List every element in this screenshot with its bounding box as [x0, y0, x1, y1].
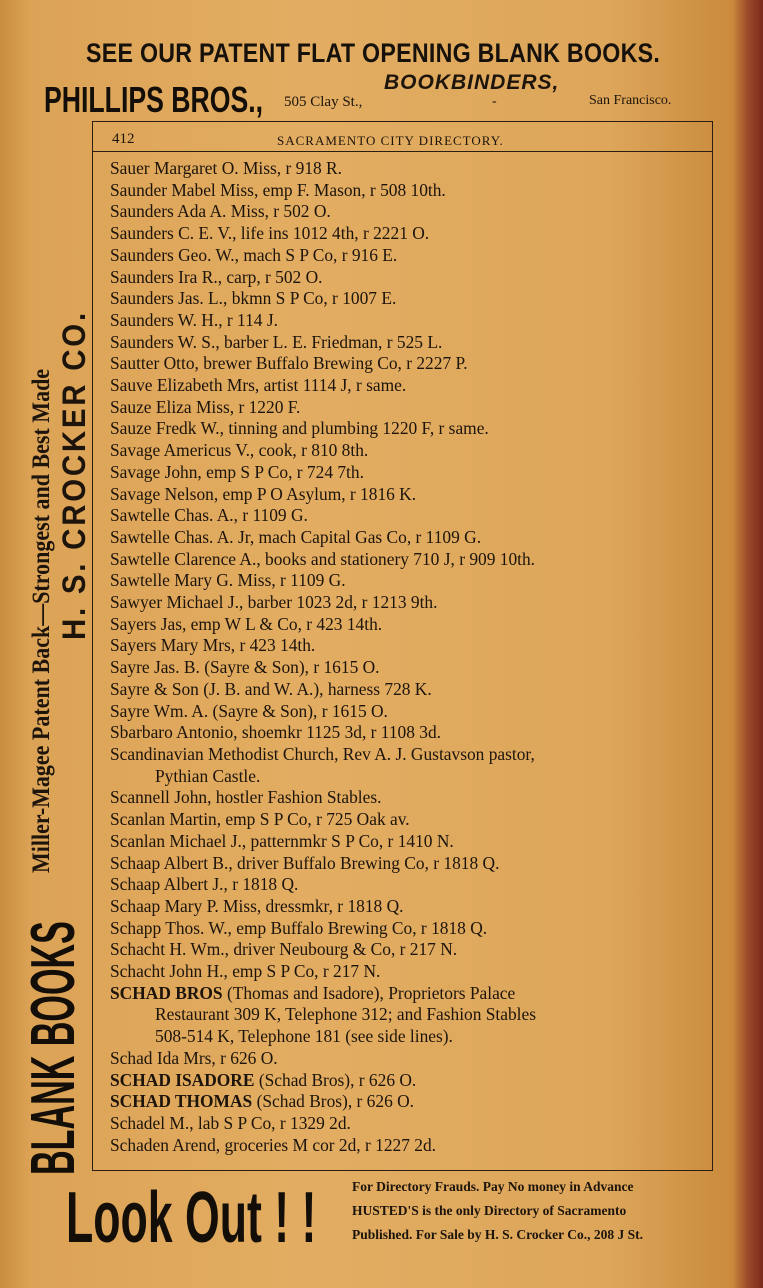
entry-text: Scanlan Michael J., patternmkr S P Co, r 1410 N.	[110, 830, 454, 851]
directory-entry	[110, 1113, 710, 1135]
entry-text: Sauer Margaret O. Miss, r 918 R.	[110, 158, 343, 178]
directory-entry	[110, 484, 710, 506]
side-blank-books: BLANK BOOKS	[19, 921, 88, 1175]
entry-text: (Schad Bros), r 626 O.	[254, 1069, 417, 1090]
directory-entry	[110, 180, 710, 202]
entry-text: Savage Nelson, emp P O Asylum, r 1816 K.	[110, 483, 417, 504]
directory-entry	[110, 549, 710, 571]
entry-text: Saunders Ada A. Miss, r 502 O.	[110, 201, 331, 222]
running-title: SACRAMENTO CITY DIRECTORY.	[277, 133, 504, 148]
directory-entry	[110, 918, 710, 940]
directory-entries	[110, 158, 710, 1156]
directory-entry	[110, 614, 710, 636]
entry-text: Sautter Otto, brewer Buffalo Brewing Co, r 2227 P.	[110, 353, 468, 374]
side-miller-magee: Miller-Magee Patent Back—Strongest and Best Made	[28, 368, 55, 873]
fraud-notice-line-3: Published. For Sale by H. S. Crocker Co., 208 J St.	[352, 1227, 644, 1242]
entry-text: Scannell John, hostler Fashion Stables.	[110, 787, 382, 808]
entry-text: Schacht John H., emp S P Co, r 217 N.	[110, 961, 381, 982]
entry-text: (Thomas and Isadore), Proprietors Palace	[222, 982, 516, 1003]
entry-text: Schaap Albert J., r 1818 Q.	[110, 874, 299, 895]
entry-text: Schaap Mary P. Miss, dressmkr, r 1818 Q.	[110, 895, 404, 916]
entry-text: Schaden Arend, groceries M cor 2d, r 1227 2d.	[110, 1134, 436, 1155]
directory-entry	[110, 440, 710, 462]
directory-entry	[110, 353, 710, 375]
entry-text: Saunders Geo. W., mach S P Co, r 916 E.	[110, 244, 398, 265]
entry-text: Sawyer Michael J., barber 1023 2d, r 1213 9th.	[110, 592, 438, 613]
look-out-headline: Look Out ! !	[66, 1178, 317, 1258]
directory-entry	[110, 939, 710, 961]
directory-entry	[110, 375, 710, 397]
entry-text: Saunders C. E. V., life ins 1012 4th, r 2221 O.	[110, 223, 430, 244]
entry-bold-name: SCHAD BROS	[110, 982, 223, 1003]
directory-entry	[110, 418, 710, 440]
entry-bold-name: SCHAD THOMAS	[110, 1091, 253, 1112]
directory-entry	[110, 722, 710, 744]
entry-text: Schad Ida Mrs, r 626 O.	[110, 1047, 278, 1068]
entry-text: Sauze Eliza Miss, r 1220 F.	[110, 396, 301, 417]
directory-entry	[110, 983, 710, 1005]
directory-entry	[110, 809, 710, 831]
entry-text: Scandinavian Methodist Church, Rev A. J. Gustavson pastor,	[110, 743, 535, 764]
entry-text: Savage Americus V., cook, r 810 8th.	[110, 440, 369, 461]
entry-continuation	[110, 766, 710, 788]
page-number: 412	[112, 131, 135, 147]
entry-continuation	[110, 1004, 710, 1026]
directory-entry	[110, 1070, 710, 1092]
entry-text: Saunders Ira R., carp, r 502 O.	[110, 266, 323, 287]
entry-text: Sauve Elizabeth Mrs, artist 1114 J, r same.	[110, 375, 407, 396]
entry-text: (Schad Bros), r 626 O.	[252, 1091, 415, 1112]
directory-entry	[110, 657, 710, 679]
directory-entry	[110, 570, 710, 592]
directory-entry	[110, 679, 710, 701]
entry-text: 508-514 K, Telephone 181 (see side lines).	[155, 1026, 453, 1047]
entry-text: Pythian Castle.	[155, 765, 261, 786]
header-rule	[92, 151, 713, 152]
entry-text: Schaap Albert B., driver Buffalo Brewing Co, r 1818 Q.	[110, 852, 500, 873]
entry-text: Sayre & Son (J. B. and W. A.), harness 728 K.	[110, 678, 432, 699]
entry-text: Sayre Jas. B. (Sayre & Son), r 1615 O.	[110, 657, 380, 678]
entry-text: Sayre Wm. A. (Sayre & Son), r 1615 O.	[110, 700, 388, 721]
entry-text: Sbarbaro Antonio, shoemkr 1125 3d, r 1108 3d.	[110, 722, 442, 743]
directory-entry	[110, 245, 710, 267]
directory-entry	[110, 961, 710, 983]
directory-entry	[110, 158, 710, 180]
entry-text: Schapp Thos. W., emp Buffalo Brewing Co, r 1818 Q.	[110, 917, 488, 938]
entry-text: Sayers Mary Mrs, r 423 14th.	[110, 635, 316, 656]
fraud-notice-line-1: For Directory Frauds. Pay No money in Advance	[352, 1179, 634, 1194]
directory-entry	[110, 1135, 710, 1157]
directory-entry	[110, 1091, 710, 1113]
directory-entry	[110, 701, 710, 723]
entry-bold-name: SCHAD ISADORE	[110, 1069, 255, 1090]
fraud-notice-line-2: HUSTED'S is the only Directory of Sacramento	[352, 1203, 627, 1218]
directory-entry	[110, 874, 710, 896]
ad-headline: SEE OUR PATENT FLAT OPENING BLANK BOOKS.	[86, 38, 661, 68]
directory-entry	[110, 505, 710, 527]
ad-dash: -	[492, 94, 497, 109]
directory-entry	[110, 896, 710, 918]
ad-trade: BOOKBINDERS,	[384, 71, 560, 94]
entry-text: Savage John, emp S P Co, r 724 7th.	[110, 461, 364, 482]
entry-text: Sawtelle Clarence A., books and stationery 710 J, r 909 10th.	[110, 548, 536, 569]
directory-entry	[110, 592, 710, 614]
entry-text: Scanlan Martin, emp S P Co, r 725 Oak av.	[110, 809, 410, 830]
entry-continuation	[110, 1026, 710, 1048]
directory-entry	[110, 201, 710, 223]
ad-address: 505 Clay St.,	[284, 94, 363, 110]
entry-text: Sayers Jas, emp W L & Co, r 423 14th.	[110, 613, 383, 634]
directory-entry	[110, 853, 710, 875]
directory-entry	[110, 332, 710, 354]
entry-text: Saunders W. S., barber L. E. Friedman, r 525 L.	[110, 331, 443, 352]
entry-text: Sawtelle Mary G. Miss, r 1109 G.	[110, 570, 346, 591]
side-crocker: H. S. CROCKER CO.	[56, 310, 92, 640]
ad-city: San Francisco.	[589, 93, 672, 108]
directory-entry	[110, 223, 710, 245]
directory-entry	[110, 787, 710, 809]
entry-text: Sauze Fredk W., tinning and plumbing 1220 F, r same.	[110, 418, 489, 439]
directory-entry	[110, 1048, 710, 1070]
entry-text: Saunders Jas. L., bkmn S P Co, r 1007 E.	[110, 288, 397, 309]
entry-text: Schacht H. Wm., driver Neubourg & Co, r 217 N.	[110, 939, 458, 960]
entry-text: Sawtelle Chas. A., r 1109 G.	[110, 505, 308, 526]
directory-entry	[110, 635, 710, 657]
directory-entry	[110, 310, 710, 332]
directory-entry	[110, 288, 710, 310]
entry-text: Saunder Mabel Miss, emp F. Mason, r 508 10th.	[110, 179, 446, 200]
entry-text: Restaurant 309 K, Telephone 312; and Fashion Stables	[155, 1004, 536, 1025]
directory-entry	[110, 744, 710, 766]
entry-text: Saunders W. H., r 114 J.	[110, 309, 278, 330]
ad-brand: PHILLIPS BROS.,	[44, 79, 264, 120]
directory-entry	[110, 462, 710, 484]
entry-text: Schadel M., lab S P Co, r 1329 2d.	[110, 1112, 351, 1133]
directory-entry	[110, 527, 710, 549]
directory-entry	[110, 267, 710, 289]
directory-entry	[110, 397, 710, 419]
entry-text: Sawtelle Chas. A. Jr, mach Capital Gas Co, r 1109 G.	[110, 526, 482, 547]
directory-entry	[110, 831, 710, 853]
